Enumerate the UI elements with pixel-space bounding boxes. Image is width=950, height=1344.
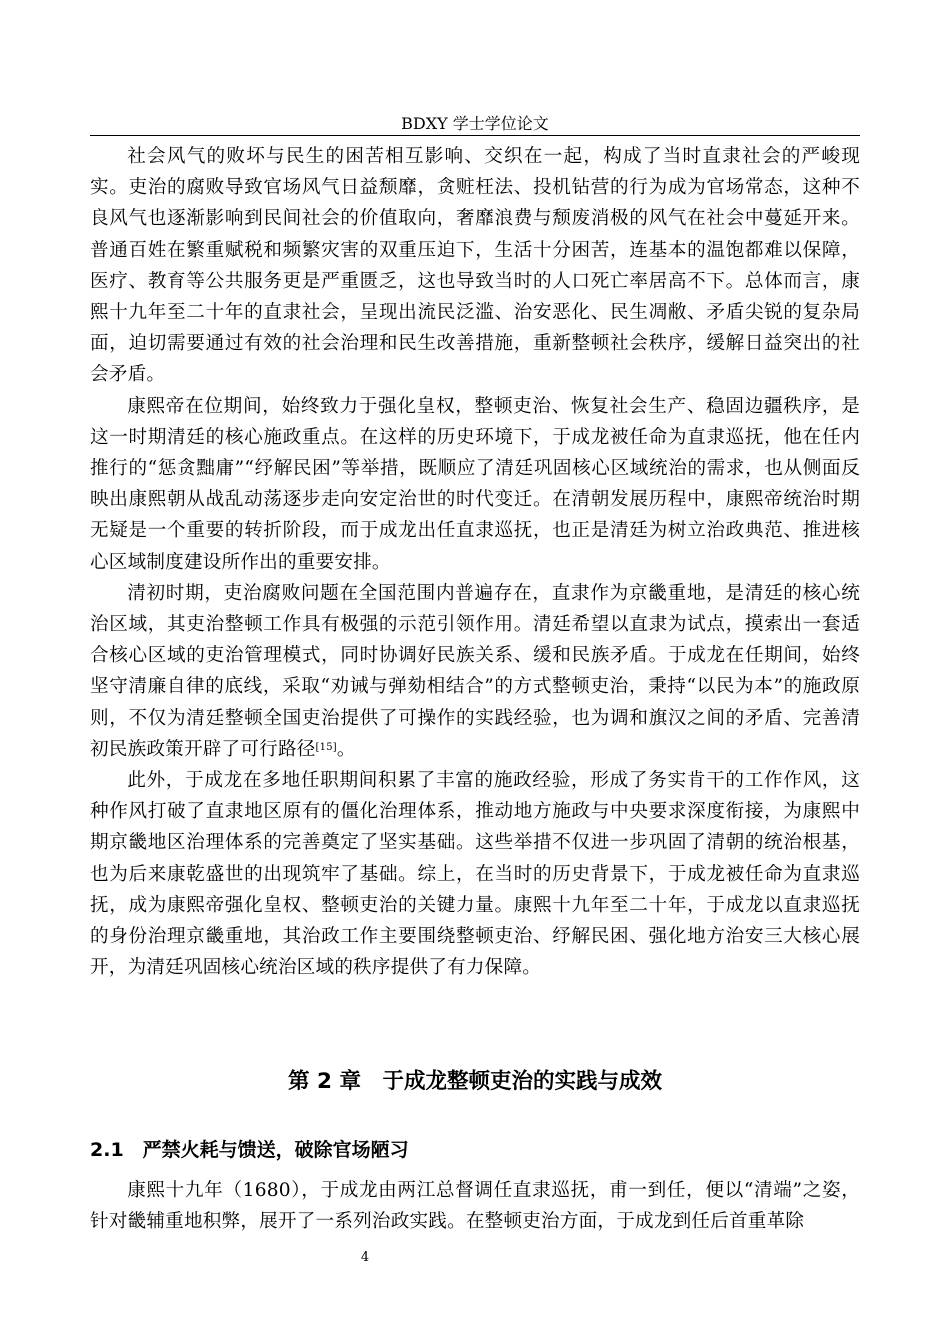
running-header: BDXY 学士学位论文	[401, 114, 549, 133]
page-number: 4	[360, 1250, 370, 1265]
section-title: 2.1 严禁火耗与馈送，破除官场陋习	[90, 1139, 409, 1161]
paragraph-kangxi-policy: 康熙帝在位期间，始终致力于强化皇权，整顿吏治、恢复社会生产、稳固边疆秩序，是这一时期清廷的核心施政重点。在这样的历史环境下，于成龙被任命为直隶巡抚，他在任内推行的“惩贪黜庸”“纾解民困”等举措，既顺应了清廷巩固核心区域统治的需求，也从侧面反映出康熙朝从战乱动荡逐步走向安定治世的时代变迁。在清朝发展历程中，康熙帝统治时期无疑是一个重要的转折阶段，而于成龙出任直隶巡抚，也正是清廷为树立治政典范、推进核心区域制度建设所作出的重要安排。	[90, 395, 860, 573]
paragraph-early-qing-governance	[90, 578, 860, 765]
header-rule	[90, 135, 860, 136]
chapter-title: 第 2 章 于成龙整顿吏治的实践与成效	[288, 1069, 662, 1094]
paragraph-social-conditions: 社会风气的败坏与民生的困苦相互影响、交织在一起，构成了当时直隶社会的严峻现实。吏治的腐败导致官场风气日益颓靡，贪赃枉法、投机钻营的行为成为官场常态，这种不良风气也逐渐影响到民间社会的价值取向，奢靡浪费与颓废消极的风气在社会中蔓延开来。普通百姓在繁重赋税和频繁灾害的双重压迫下，生活十分困苦，连基本的温饱都难以保障，医疗、教育等公共服务更是严重匮乏，这也导致当时的人口死亡率居高不下。总体而言，康熙十九年至二十年的直隶社会，呈现出流民泛滥、治安恶化、民生凋敝、矛盾尖锐的复杂局面，迫切需要通过有效的社会治理和民生改善措施，重新整顿社会秩序，缓解日益突出的社会矛盾。	[90, 146, 860, 386]
citation-reference: [15]	[315, 741, 337, 753]
section-body	[90, 1175, 860, 1237]
paragraph-summary: 此外，于成龙在多地任职期间积累了丰富的施政经验，形成了务实肯干的工作作风，这种作风打破了直隶地区原有的僵化治理体系，推动地方施政与中央要求深度衔接，为康熙中期京畿地区治理体系的完善奠定了坚实基础。这些举措不仅进一步巩固了清朝的统治根基，也为后来康乾盛世的出现筑牢了基础。综上，在当时的历史背景下，于成龙被任命为直隶巡抚，成为康熙帝强化皇权、整顿吏治的关键力量。康熙十九年至二十年，于成龙以直隶巡抚的身份治理京畿重地，其治政工作主要围绕整顿吏治、纾解民困、强化地方治安三大核心展开，为清廷巩固核心统治区域的秩序提供了有力保障。	[90, 770, 860, 979]
paragraph-text: 清初时期，吏治腐败问题在全国范围内普遍存在，直隶作为京畿重地，是清廷的核心统治区域，其吏治整顿工作具有极强的示范引领作用。清廷希望以直隶为试点，摸索出一套适合核心区域的吏治管理模式，同时协调好民族关系、缓和民族矛盾。于成龙在任期间，始终坚守清廉自律的底线，采取“劝诫与弹劾相结合”的方式整顿吏治，秉持“以民为本”的施政原则，不仅为清廷整顿全国吏治提供了可操作的实践经验，也为调和旗汉之间的矛盾、完善清初民族政策开辟了可行路径	[90, 582, 860, 760]
paragraph-tail: 。	[336, 738, 356, 760]
document-body	[90, 141, 860, 983]
paragraph-section-intro: 康熙十九年（1680），于成龙由两江总督调任直隶巡抚，甫一到任，便以“清端”之姿，针对畿辅重地积弊，展开了一系列治政实践。在整顿吏治方面，于成龙到任后首重革除	[90, 1180, 860, 1233]
